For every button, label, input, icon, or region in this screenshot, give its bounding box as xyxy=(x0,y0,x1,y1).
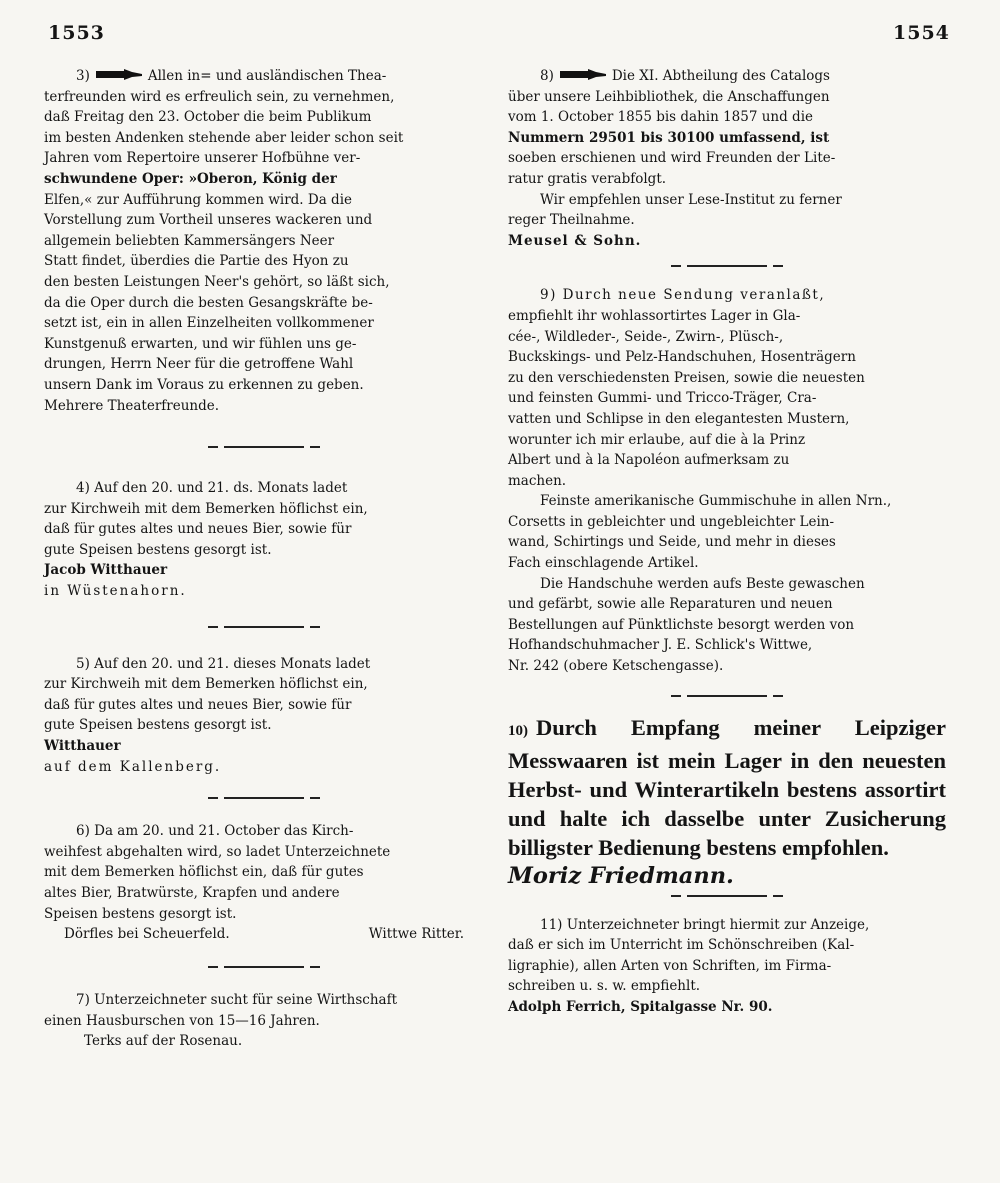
ad-line: drungen, Herrn Neer für die getroffene Wahl xyxy=(44,356,354,373)
ad-line: machen. xyxy=(508,472,567,489)
separator-rule xyxy=(224,966,304,968)
advertisement-10 xyxy=(508,713,946,891)
ad-line: cée-, Wildleder-, Seide-, Zwirn-, Plüsch-, xyxy=(508,328,784,345)
ad-line: unsern Dank im Voraus zu erkennen zu geben. xyxy=(44,376,364,393)
ad-line: Albert und à la Napoléon aufmerksam zu xyxy=(508,452,790,469)
ad-number: 8) xyxy=(540,68,554,84)
ad-text: Durch Empfang meiner Leipziger Messwaaren ist mein Lager in den neuesten Herbst- und Winterartikeln bestens assortirt und halte ich dasselbe unter Zusicherung billigster Bedienung bestens empfohlen. xyxy=(508,714,946,860)
ad-line: zur Kirchweih mit dem Bemerken höflichst ein, xyxy=(44,676,368,693)
ad-signature-place: in Wüstenahorn. xyxy=(44,583,187,600)
ad-signature: Moriz Friedmann. xyxy=(508,862,734,889)
ad-line: schwundene Oper: »Oberon, König der xyxy=(44,170,337,187)
ad-line: Allen in= und ausländischen Thea- xyxy=(147,68,387,84)
ad-line: vatten und Schlipse in den elegantesten Mustern, xyxy=(508,410,850,427)
ad-line: Jahren vom Repertoire unserer Hofbühne ver- xyxy=(44,150,361,167)
left-column xyxy=(44,66,484,1052)
advertisement-7 xyxy=(44,990,484,1052)
ad-signature: Adolph Ferrich, Spitalgasse Nr. 90. xyxy=(508,999,773,1015)
page-number-left: 1553 xyxy=(48,22,105,44)
ad-signature-name: Witthauer xyxy=(44,738,121,755)
ad-line: wand, Schirtings und Seide, und mehr in dieses xyxy=(508,534,836,551)
ad-signature-name: Jacob Witthauer xyxy=(44,562,168,579)
ad-line: Feinste amerikanische Gummischuhe in allen Nrn., xyxy=(540,493,892,510)
ad-line: 5) Auf den 20. und 21. dieses Monats ladet xyxy=(76,655,371,672)
separator-rule xyxy=(224,446,304,448)
advertisement-11 xyxy=(508,915,946,1018)
advertisement-4 xyxy=(44,478,484,602)
ad-number: 3) xyxy=(76,68,90,84)
ad-line: ligraphie), allen Arten von Schriften, im Firma- xyxy=(508,957,832,974)
ad-line: Fach einschlagende Artikel. xyxy=(508,555,699,572)
ad-line: Vorstellung zum Vortheil unseres wackeren und xyxy=(44,212,373,229)
ad-line: Buckskings- und Pelz-Handschuhen, Hosenträgern xyxy=(508,349,856,366)
ad-line: setzt ist, ein in allen Einzelheiten vollkommener xyxy=(44,315,374,332)
ad-line: Elfen,« zur Aufführung kommen wird. Da die xyxy=(44,191,352,208)
separator-rule xyxy=(687,895,767,897)
ad-line: terfreunden wird es erfreulich sein, zu vernehmen, xyxy=(44,88,395,105)
ad-signature-row xyxy=(44,924,484,944)
ad-line: reger Theilnahme. xyxy=(508,212,635,229)
ad-line: empfiehlt ihr wohlassortirtes Lager in Gla- xyxy=(508,307,801,324)
separator-rule xyxy=(687,695,767,697)
pointing-hand-icon xyxy=(94,68,144,82)
ad-signature: Nr. 242 (obere Ketschengasse). xyxy=(508,658,724,675)
advertisement-3 xyxy=(44,66,484,416)
ad-line: schreiben u. s. w. empfiehlt. xyxy=(508,978,701,995)
ad-line: zur Kirchweih mit dem Bemerken höflichst ein, xyxy=(44,500,368,517)
ad-line: daß für gutes altes und neues Bier, sowie für xyxy=(44,521,352,538)
ad-line: einen Hausburschen von 15—16 Jahren. xyxy=(44,1012,320,1029)
ad-line: gute Speisen bestens gesorgt ist. xyxy=(44,717,272,734)
ad-line: und gefärbt, sowie alle Reparaturen und neuen xyxy=(508,596,833,613)
page-number-right: 1554 xyxy=(893,22,950,44)
ad-line: 9) Durch neue Sendung veranlaßt, xyxy=(540,287,826,304)
advertisement-5 xyxy=(44,654,484,778)
advertisement-9 xyxy=(508,285,946,676)
ad-line: soeben erschienen und wird Freunden der Lite- xyxy=(508,150,836,167)
ad-line: Nummern 29501 bis 30100 umfassend, ist xyxy=(508,129,830,146)
ad-line: 4) Auf den 20. und 21. ds. Monats ladet xyxy=(76,480,348,497)
ad-number: 10) xyxy=(508,722,528,739)
ad-line: Speisen bestens gesorgt ist. xyxy=(44,905,237,922)
ad-line: Corsetts in gebleichter und ungebleichter Lein- xyxy=(508,513,835,530)
ad-line: Bestellungen auf Pünktlichste besorgt werden von xyxy=(508,616,855,633)
separator-rule xyxy=(224,626,304,628)
ad-line: über unsere Leihbibliothek, die Anschaffungen xyxy=(508,88,830,105)
ad-line: Hofhandschuhmacher J. E. Schlick's Wittwe, xyxy=(508,637,813,654)
ad-signature: Meusel & Sohn. xyxy=(508,232,642,249)
ad-line: altes Bier, Bratwürste, Krapfen und andere xyxy=(44,885,340,901)
ad-line: 11) Unterzeichneter bringt hiermit zur Anzeige, xyxy=(540,916,870,933)
ad-line: worunter ich mir erlaube, auf die à la Prinz xyxy=(508,431,806,448)
ad-signature-place: auf dem Kallenberg. xyxy=(44,758,222,775)
ad-line: und feinsten Gummi- und Tricco-Träger, Cra- xyxy=(508,390,817,407)
ad-line: vom 1. October 1855 bis dahin 1857 und die xyxy=(508,109,814,126)
ad-line: Kunstgenuß erwarten, und wir fühlen uns ge- xyxy=(44,335,357,352)
ad-line: Die Handschuhe werden aufs Beste gewaschen xyxy=(540,575,865,592)
separator-rule xyxy=(224,797,304,799)
advertisement-6 xyxy=(44,821,484,944)
ad-signature: Terks auf der Rosenau. xyxy=(84,1033,243,1050)
separator-rule xyxy=(687,265,767,267)
ad-signature-name: Wittwe Ritter. xyxy=(368,926,464,943)
ad-line: weihfest abgehalten wird, so ladet Unterzeichnete xyxy=(44,843,391,860)
ad-line: daß Freitag den 23. October die beim Publikum xyxy=(44,109,372,126)
ad-line: da die Oper durch die besten Gesangskräfte be- xyxy=(44,294,373,311)
ad-line: Wir empfehlen unser Lese-Institut zu ferner xyxy=(540,191,842,208)
pointing-hand-icon xyxy=(558,68,608,82)
ad-line: allgemein beliebten Kammersängers Neer xyxy=(44,232,335,249)
ad-line: mit dem Bemerken höflichst ein, daß für gutes xyxy=(44,864,364,881)
ad-line: daß für gutes altes und neues Bier, sowie für xyxy=(44,696,352,713)
ad-line: Die XI. Abtheilung des Catalogs xyxy=(611,68,830,84)
advertisement-8 xyxy=(508,66,946,251)
ad-signature: Mehrere Theaterfreunde. xyxy=(44,397,220,414)
ad-line: 6) Da am 20. und 21. October das Kirch- xyxy=(76,823,354,840)
ad-line: im besten Andenken stehende aber leider schon seit xyxy=(44,129,404,146)
ad-line: Statt findet, überdies die Partie des Hyon zu xyxy=(44,253,349,270)
ad-line: ratur gratis verabfolgt. xyxy=(508,170,667,187)
ad-line: gute Speisen bestens gesorgt ist. xyxy=(44,541,272,558)
ad-line: 7) Unterzeichneter sucht für seine Wirthschaft xyxy=(76,992,398,1009)
ad-signature-place: Dörfles bei Scheuerfeld. xyxy=(64,926,230,943)
ad-line: daß er sich im Unterricht im Schönschreiben (Kal- xyxy=(508,937,855,954)
ad-line: zu den verschiedensten Preisen, sowie die neuesten xyxy=(508,369,865,386)
ad-line: den besten Leistungen Neer's gehört, so läßt sich, xyxy=(44,273,390,290)
right-column xyxy=(508,66,946,1018)
